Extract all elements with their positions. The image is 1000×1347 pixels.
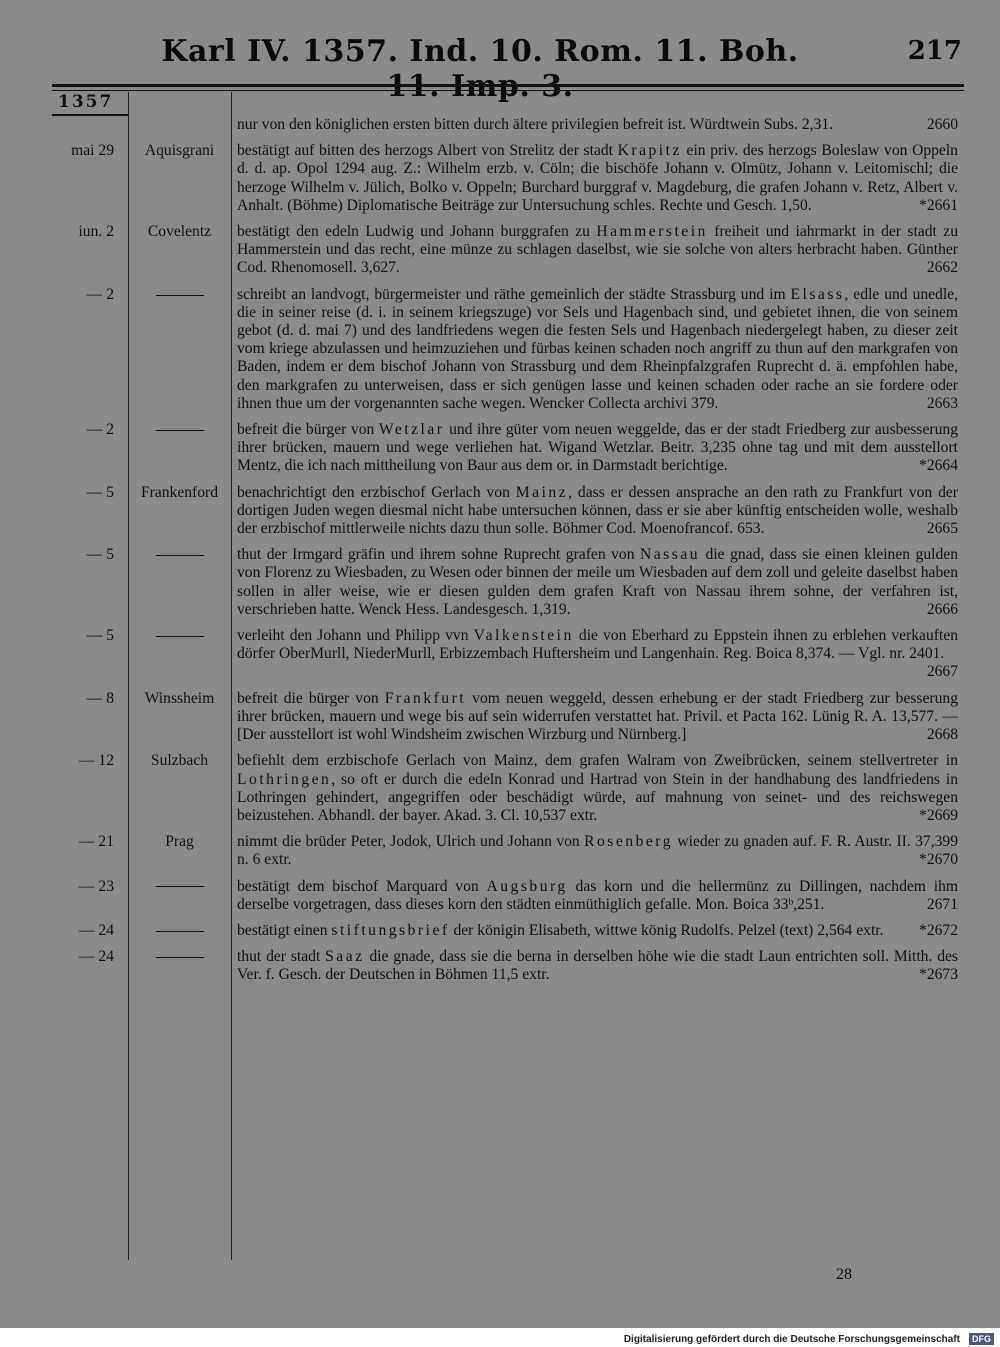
entry-place: Frankenford <box>140 483 219 501</box>
regest-list <box>52 116 964 985</box>
entry-spaced-name: Lothringen <box>237 770 332 788</box>
entry-date: iun. 2 <box>78 223 114 241</box>
funding-notice: Digitalisierung gefördert durch die Deutsche Forschungsgemeinschaft <box>623 1334 960 1345</box>
entry-spaced-name: Augsburg <box>486 877 568 895</box>
ditto-rule <box>156 886 204 887</box>
page-header: Karl IV. 1357. Ind. 10. Rom. 11. Boh. <box>161 34 799 69</box>
year-heading: 1357 <box>58 92 114 112</box>
entry-text-lead: thut der stadt <box>237 948 326 966</box>
regest-entry <box>52 922 964 940</box>
entry-spaced-name: Nassau <box>640 546 701 564</box>
ditto-rule <box>156 636 204 637</box>
regest-entry <box>52 752 964 825</box>
entry-text <box>231 286 958 413</box>
entry-spaced-name: Rosenberg <box>584 833 674 851</box>
regest-entry <box>52 690 964 745</box>
regest-entry <box>52 116 964 134</box>
entry-text <box>231 752 958 825</box>
entry-text <box>231 142 958 215</box>
entry-text-rest: freiheit und iahrmarkt in der stadt zu Hammerstein und das recht, eine münze zu schlagen daselbst, wie sie solche von alters herbracht haben. Günther Cod. Rhenomosell. 3,627. <box>237 223 958 277</box>
entry-date: — 8 <box>86 689 114 707</box>
entry-place <box>128 922 231 940</box>
ditto-rule <box>156 931 204 932</box>
entry-place: Prag <box>165 833 194 851</box>
entry-text-rest: , edle und unedle, die in seiner reise (d. i. in seinem kriegszuge) vor Sels und Hagenbach sind, und gebietet ihnen, die von seinem gebot (d. d. mai 7) und des landfriedens wegen die festen Sels und Hagenbach niedergelegt haben, zu dieser zeit vom kriege abzulassen und heimzuziehen und fürbas keinen schaden noch angriff zu thun auf den markgrafen von Baden, indem er dem bischof Johann von Strassburg und dem Rheinpfalzgrafen Ruprecht d. ä. empfohlen habe, den markgrafen zu unterweisen, dass er sich genügen lasse und keinen schaden oder rache an sie fordere oder ihnen thue um der vorgenannten sache wegen. Wencker Collecta archivi 379. <box>237 285 958 412</box>
ditto-rule <box>156 555 204 556</box>
entry-text <box>231 878 958 914</box>
entry-text-body: nur von den königlichen ersten bitten durch ältere privilegien befreit ist. Würdtwein Subs. 2,31. <box>237 116 834 133</box>
entry-text-rest: und ihre güter vom neuen weggelde, das er der stadt Friedberg zur ausbesserung ihrer brücken, mauern und wege verliehen hat. Wigand Wetzlar. Beitr. 3,235 ohne tag und mit dem ausstellort Mentz, die ich nach mittheilung von Baur aus dem or. in Darmstadt berichtige. <box>237 421 959 475</box>
entry-text <box>231 546 958 619</box>
entry-spaced-name: Elsass <box>790 285 845 303</box>
entry-number: 2662 <box>926 259 958 277</box>
regest-entry <box>52 878 964 914</box>
entry-text-lead: nimmt die brüder Peter, Jodok, Ulrich und Johann von <box>237 833 585 851</box>
ditto-rule <box>156 295 204 296</box>
entry-number: 2663 <box>926 394 958 412</box>
entry-text-lead: verleiht den Johann und Philipp vvn <box>237 627 474 645</box>
entry-text <box>231 690 958 745</box>
entry-text-lead: befreit die bürger von <box>237 421 379 439</box>
regest-entry <box>52 286 964 413</box>
entry-text-lead: bestätigt dem bischof Marquard von <box>237 877 487 895</box>
entry-date: — 21 <box>78 833 114 851</box>
entry-text-lead: thut der Irmgard gräfin und ihrem sohne Ruprecht grafen von <box>237 546 640 564</box>
entry-text-rest: wieder zu gnaden auf. F. R. Austr. II. 37,399 n. 6 extr. <box>237 833 958 869</box>
entry-date: — 24 <box>78 921 114 939</box>
entry-text <box>231 484 958 539</box>
entry-date: — 23 <box>78 877 114 895</box>
entry-text <box>231 627 958 682</box>
entry-number: 2668 <box>926 726 958 744</box>
entry-text-lead: bestätigt den edeln Ludwig und Johann burggrafen zu <box>237 223 597 241</box>
ditto-rule <box>156 430 204 431</box>
entry-spaced-name: stiftungsbrief <box>331 921 450 939</box>
entry-number: *2673 <box>919 966 958 984</box>
entry-spaced-name: Krapitz <box>617 142 682 160</box>
entry-place <box>128 948 231 984</box>
entry-date: — 2 <box>86 285 114 303</box>
entry-number: *2670 <box>919 851 958 869</box>
entry-place <box>128 878 231 914</box>
entry-place: Aquisgrani <box>144 142 215 160</box>
entry-text-lead: befreit die bürger von <box>237 689 385 707</box>
regest-entry <box>52 484 964 539</box>
entry-date: — 5 <box>86 627 114 645</box>
entry-text-rest: vom neuen weggeld, dessen erhebung er der stadt Friedberg zur besserung ihrer brücken, mauern und wege bis auf sein widerrufen verstattet hat. Privil. et Pacta 162. Lünig R. A. 13,577. — [Der ausstellort ist wohl Windsheim zwischen Wirzburg und Nürnberg.] <box>237 689 959 744</box>
entry-text <box>231 421 958 476</box>
entry-number: *2669 <box>919 806 958 824</box>
entry-text-lead: bestätigt auf bitten des herzogs Albert von Strelitz der stadt <box>237 142 618 160</box>
regest-entry <box>52 223 964 278</box>
entry-date: — 12 <box>78 752 114 770</box>
entry-place: Winssheim <box>144 689 215 707</box>
header-rule-thin <box>52 90 964 91</box>
entry-number: 2666 <box>926 600 958 618</box>
regest-entry <box>52 546 964 619</box>
entry-date <box>52 116 128 134</box>
page-number: 217 <box>907 36 962 66</box>
entry-text-rest: ein priv. des herzogs Boleslaw von Oppeln d. d. ap. Opol 1294 aug. Z.: Wilhelm erzb. v. Cöln; die bischöfe Johann v. Olmütz, Johann v. Leitomischl; die herzoge Wilhelm v. Jülich, Bolko v. Oppeln; Burchard burggraf v. Magdeburg, die grafen Johann v. Retz, Albert v. Anhalt. (Böhme) Diplomatische Beiträge zur Untersuchung schles. Rechte und Gesch. 1,50. <box>237 142 958 214</box>
entry-number: 2671 <box>926 895 958 913</box>
entry-number: 2665 <box>926 520 958 538</box>
entry-date: — 5 <box>86 546 114 564</box>
entry-place <box>128 546 231 619</box>
entry-place: Sulzbach <box>150 752 209 770</box>
entry-number: *2672 <box>919 921 958 939</box>
entry-text-lead: bestätigt einen <box>237 921 332 939</box>
entry-number: *2664 <box>919 457 958 475</box>
entry-place <box>128 116 231 134</box>
entry-place: Covelentz <box>147 223 212 241</box>
entry-text-rest: die von Eberhard zu Eppstein ihnen zu erblehen verkauften dörfer OberMurll, NiederMurll, Erbizzembach Huftersheim und Langenhain. Reg. Boica 8,374. — Vgl. nr. 2401. <box>237 627 958 663</box>
entry-text-rest: die gnad, dass sie einen kleinen gulden von Florenz zu Wiesbaden, zu Wesen oder binnen der meile um Wiesbaden auf dem zoll und geleite daselbst haben sollen in aller weise, wie er diesen gulden dem grafen Kraft von Nassau ihrem sohne, der verfahren ist, verschrieben hatte. Wenck Hess. Landesgesch. 1,319. <box>237 546 958 618</box>
printer-signature: 28 <box>836 1266 852 1283</box>
entry-spaced-name: Hammerstein <box>596 223 708 241</box>
entry-date: — 24 <box>78 948 114 966</box>
entry-date: — 5 <box>86 483 114 501</box>
entry-text-lead: schreibt an landvogt, bürgermeister und räthe gemeinlich der städte Strassburg und im <box>237 285 791 303</box>
entry-text <box>231 223 958 278</box>
entry-text <box>231 948 958 984</box>
entry-number: 2667 <box>926 663 958 681</box>
dfg-logo: DFG <box>969 1333 994 1345</box>
entry-text-rest: das korn und die hellermünz zu Dillingen, nachdem ihm derselbe vorgetragen, dass dieses korn den städten einmüthiglich gefalle. Mon. Boica 33ᵇ,251. <box>237 877 958 913</box>
entry-spaced-name: Valkenstein <box>473 627 574 645</box>
regest-entry <box>52 142 964 215</box>
entry-text-lead: befiehlt dem erzbischofe Gerlach von Mainz, dem grafen Walram von Zweibrücken, seinem stellvertreter in <box>237 752 958 770</box>
entry-text-rest: der königin Elisabeth, wittwe könig Rudolfs. Pelzel (text) 2,564 extr. <box>449 921 884 939</box>
entry-date: mai 29 <box>71 142 114 160</box>
regest-entry <box>52 833 964 869</box>
entry-place <box>128 627 231 682</box>
ditto-rule <box>156 957 204 958</box>
entry-spaced-name: Mainz <box>515 483 569 501</box>
regest-entry <box>52 948 964 984</box>
entry-spaced-name: Saaz <box>325 948 365 966</box>
entry-number: *2661 <box>919 196 958 214</box>
regest-entry <box>52 627 964 682</box>
entry-spaced-name: Wetzlar <box>378 421 445 439</box>
entry-text-rest: , dass er dessen ansprache an den rath zu Frankfurt von der dortigen Juden wegen diesmal nicht habe untersuchen können, dass er sie aber künftig entscheiden wolle, weshalb der erzbischof mittlerweile nichts dazu thun solle. Böhmer Cod. Moenofrancof. 653. <box>237 483 958 538</box>
entry-text <box>231 116 958 134</box>
entry-text <box>231 922 958 940</box>
header-rule-thick <box>52 84 964 87</box>
regest-entry <box>52 421 964 476</box>
entry-text-lead: benachrichtigt den erzbischof Gerlach von <box>237 483 516 501</box>
entry-text-rest: die gnade, dass sie die berna in derselben höhe wie die stadt Laun entrichten soll. Mitth. des Ver. f. Gesch. der Deutschen in Böhmen 11,5 extr. <box>237 948 958 984</box>
entry-place <box>128 421 231 476</box>
entry-number: 2660 <box>926 116 958 133</box>
entry-date: — 2 <box>86 421 114 439</box>
entry-spaced-name: Frankfurt <box>384 689 467 707</box>
entry-place <box>128 286 231 413</box>
entry-text <box>231 833 958 869</box>
entry-text-rest: , so oft er durch die edeln Konrad und Hartrad von Stein in der handhabung des landfriedens in Lothringen gehindert, angegriffen oder beschädigt würde, auf mahnung von seinet- und des reichswegen beizustehen. Abhandl. der bayer. Akad. 3. Cl. 10,537 extr. <box>237 770 958 824</box>
footer-bar <box>0 1331 1000 1347</box>
